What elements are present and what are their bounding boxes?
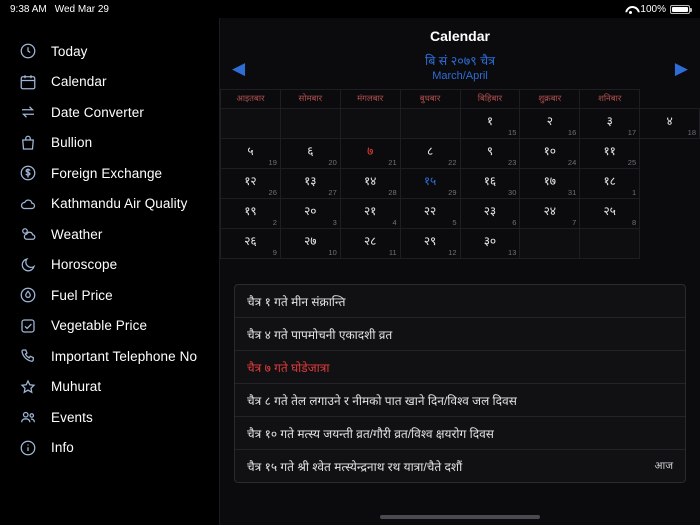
calendar-day-english: 31 [567,188,577,198]
info-circle-icon [18,438,37,457]
calendar-day-cell[interactable] [280,169,340,199]
calendar-day-nepali: १७ [543,174,557,189]
bag-icon [18,133,37,152]
calendar-day-english: 22 [448,158,457,168]
event-text: चैत्र १० गते मत्स्य जयन्ती व्रत/गौरी व्रत/विश्व क्षयरोग दिवस [247,426,494,441]
page-title: Calendar [430,28,490,44]
calendar-day-nepali: २८ [363,234,377,249]
calendar-day-english: 7 [572,218,577,228]
calendar-day-cell[interactable] [221,199,281,229]
sidebar-item-label: Foreign Exchange [51,165,163,181]
calendar-day-cell[interactable] [520,199,580,229]
sidebar-item-label: Fuel Price [51,287,113,303]
calendar-day-english: 26 [268,188,277,198]
calendar-day-nepali: ८ [426,144,434,159]
content-area [0,18,700,525]
sidebar-item-label: Horoscope [51,257,118,273]
calendar-day-cell[interactable] [221,169,281,199]
calendar-day-nepali: २४ [543,204,557,219]
sidebar-item-info[interactable] [0,433,219,464]
sidebar-item-label: Kathmandu Air Quality [51,196,188,212]
calendar-day-nepali: २० [304,204,317,219]
calendar-month-title [425,54,495,83]
calendar-week-row [221,109,700,139]
calendar-day-cell[interactable] [280,229,340,259]
calendar-day-nepali: २१ [363,204,377,219]
weekday-header: मंगलबार [340,90,400,109]
calendar-day-cell[interactable] [580,109,640,139]
calendar-day-nepali: ३ [606,114,613,129]
event-row[interactable] [235,318,685,351]
calendar-day-cell[interactable] [460,109,520,139]
calendar-day-cell[interactable] [400,139,460,169]
wifi-icon [625,5,636,14]
event-row[interactable] [235,417,685,450]
calendar-day-nepali: ९ [486,144,494,159]
sidebar-item-label: Events [51,409,93,425]
sidebar-item-muhurat[interactable] [0,372,219,403]
calendar-day-cell[interactable] [460,139,520,169]
calendar-day-english: 5 [452,218,457,228]
event-row[interactable] [235,450,685,482]
event-row[interactable] [235,285,685,318]
calendar-cell-empty [280,109,340,139]
calendar-day-cell[interactable] [221,139,281,169]
weekday-header: शुक्रबार [520,90,580,109]
calendar-day-english: 12 [448,248,457,258]
calendar-day-english: 27 [328,188,337,198]
calendar-day-nepali: २२ [423,204,437,219]
moon-icon [18,255,37,274]
sidebar-item-label: Info [51,440,74,456]
sidebar-item-weather[interactable] [0,219,219,250]
calendar-day-cell[interactable] [520,109,580,139]
sidebar-item-label: Vegetable Price [51,318,148,334]
calendar-day-english: 15 [508,128,517,138]
calendar-day-cell[interactable] [340,139,400,169]
calendar-day-cell[interactable] [460,169,520,199]
calendar-day-english: 28 [388,188,397,198]
calendar-day-nepali: १५ [423,174,437,189]
calendar-icon [18,72,37,91]
dollar-circle-icon [18,164,37,183]
home-indicator [380,515,540,519]
sidebar-item-label: Important Telephone No [51,348,198,364]
calendar-month-nepali: बि सं २०७९ चैत्र [424,54,496,68]
calendar-day-english: 29 [448,188,457,198]
sidebar-item-label: Today [51,43,88,59]
calendar-day-english: 16 [567,128,577,138]
calendar-day-english: 24 [567,158,577,168]
clock-icon [18,42,37,61]
calendar-grid [220,89,700,259]
prev-month-button[interactable]: ◀ [232,59,246,79]
event-text: चैत्र १ गते मीन संक्रान्ति [247,294,346,309]
calendar-day-cell[interactable] [400,199,460,229]
sidebar-item-date-converter[interactable] [0,97,219,128]
status-time: 9:38 AM [10,3,47,15]
calendar-day-nepali: १२ [244,174,257,189]
calendar-day-nepali: ५ [247,144,254,159]
calendar-day-cell[interactable] [580,169,640,199]
calendar-day-english: 6 [512,218,517,228]
calendar-day-english: 13 [508,248,517,258]
calendar-day-cell[interactable] [280,199,340,229]
weekday-header: आइतबार [221,90,281,109]
calendar-day-english: 19 [268,158,277,168]
battery-percent-label: 100% [640,3,666,15]
calendar-cell-empty [520,229,580,259]
calendar-day-english: 4 [392,218,397,228]
sidebar-item-important-telephone-no[interactable] [0,341,219,372]
sidebar-item-foreign-exchange[interactable] [0,158,219,189]
sidebar-item-today[interactable] [0,36,219,67]
calendar-day-nepali: १ [486,114,494,129]
calendar-day-english: 2 [272,218,277,228]
calendar-day-nepali: २ [546,114,553,129]
people-icon [18,408,37,427]
sidebar-item-calendar[interactable] [0,67,219,98]
sidebar-item-label: Calendar [51,74,107,90]
calendar-day-english: 17 [627,128,637,138]
calendar-day-nepali: ६ [307,144,314,159]
calendar-day-cell[interactable] [580,139,640,169]
sidebar-item-label: Bullion [51,135,93,151]
calendar-cell-empty [400,109,460,139]
calendar-day-nepali: २७ [304,234,317,249]
weekday-header: बिहिबार [460,90,520,109]
calendar-day-english: 1 [631,188,637,198]
fuel-drop-icon [18,286,37,305]
status-date: Wed Mar 29 [54,3,109,15]
cloud-sun-icon [18,225,37,244]
sidebar-item-label: Date Converter [51,104,144,120]
calendar-day-english: 18 [687,128,696,138]
calendar-day-cell[interactable] [221,229,281,259]
sidebar-item-label: Muhurat [51,379,102,395]
sidebar-item-bullion[interactable] [0,128,219,159]
calendar-day-nepali: १४ [363,174,377,189]
sidebar [0,18,220,525]
next-month-button[interactable]: ▶ [674,59,688,79]
calendar-cell-empty [340,109,400,139]
events-panel [234,284,686,483]
event-today-badge: आज [654,460,673,472]
weekday-header: बुधबार [400,90,460,109]
event-row[interactable] [235,384,685,417]
calendar-day-cell[interactable] [460,199,520,229]
calendar-week-row [221,229,700,259]
calendar-day-english: 11 [388,248,397,258]
sidebar-item-fuel-price[interactable] [0,280,219,311]
calendar-month-english: March/April [432,69,488,82]
main-panel [220,18,700,525]
event-text: चैत्र १५ गते श्री श्वेत मत्स्येन्द्रनाथ रथ यात्रा/चैते दशौं [247,459,463,474]
calendar-day-nepali: १८ [603,174,616,189]
weekday-header: शनिबार [580,90,640,109]
calendar-day-english: 25 [627,158,637,168]
status-right [625,4,690,15]
calendar-day-cell[interactable] [640,109,700,139]
weekday-header: सोमबार [280,90,340,109]
phone-icon [18,347,37,366]
calendar-day-english: 21 [388,158,397,168]
event-text: चैत्र ७ गते घोडेजात्रा [247,360,330,375]
calendar-day-nepali: २९ [423,234,437,249]
calendar-day-cell[interactable] [580,199,640,229]
sidebar-item-vegetable-price[interactable] [0,311,219,342]
sidebar-item-label: Weather [51,226,103,242]
calendar-day-english: 30 [508,188,517,198]
calendar-day-nepali: ३० [483,234,497,249]
calendar-day-english: 23 [508,158,517,168]
calendar-day-nepali: २३ [483,204,497,219]
calendar-day-english: 9 [272,248,277,258]
calendar-cell-empty [580,229,640,259]
calendar-day-cell[interactable] [400,229,460,259]
calendar-day-nepali: १९ [244,204,257,219]
calendar-cell-empty [221,109,281,139]
weekday-header-row [221,90,700,109]
calendar-day-english: 8 [631,218,637,228]
calendar-day-cell[interactable] [280,139,340,169]
calendar-day-cell[interactable] [520,169,580,199]
battery-full-icon [670,5,690,14]
status-bar [0,0,700,18]
calendar-day-cell[interactable] [340,169,400,199]
calendar-day-nepali: २५ [603,204,616,219]
calendar-day-nepali: ७ [367,144,374,159]
calendar-day-nepali: ४ [666,114,673,129]
calendar-body [221,109,700,259]
calendar-day-english: 20 [328,158,337,168]
status-left [10,4,109,15]
calendar-day-nepali: २६ [244,234,257,249]
sidebar-item-horoscope[interactable] [0,250,219,281]
calendar-day-english: 3 [332,218,337,228]
calendar-day-nepali: १३ [304,174,317,189]
calendar-day-nepali: ११ [603,144,616,159]
calendar-day-cell[interactable] [460,229,520,259]
calendar-day-english: 10 [328,248,337,258]
star-icon [18,377,37,396]
calendar-week-row [221,139,700,169]
calendar-week-row [221,199,700,229]
calendar-day-cell[interactable] [400,169,460,199]
sidebar-item-events[interactable] [0,402,219,433]
event-text: चैत्र ८ गते तेल लगाउने र नीमको पात खाने दिन/विश्व जल दिवस [247,393,517,408]
calendar-day-cell[interactable] [520,139,580,169]
event-text: चैत्र ४ गते पापमोचनी एकादशी व्रत [247,327,393,342]
calendar-header [220,52,700,89]
calendar-day-nepali: १६ [483,174,497,189]
event-row[interactable] [235,351,685,384]
calendar-day-cell[interactable] [340,199,400,229]
sidebar-item-kathmandu-air-quality[interactable] [0,189,219,220]
calendar-week-row [221,169,700,199]
arrows-exchange-icon [18,103,37,122]
calendar-day-nepali: १० [543,144,557,159]
calendar-day-cell[interactable] [340,229,400,259]
checkmark-square-icon [18,316,37,335]
cloud-icon [18,194,37,213]
